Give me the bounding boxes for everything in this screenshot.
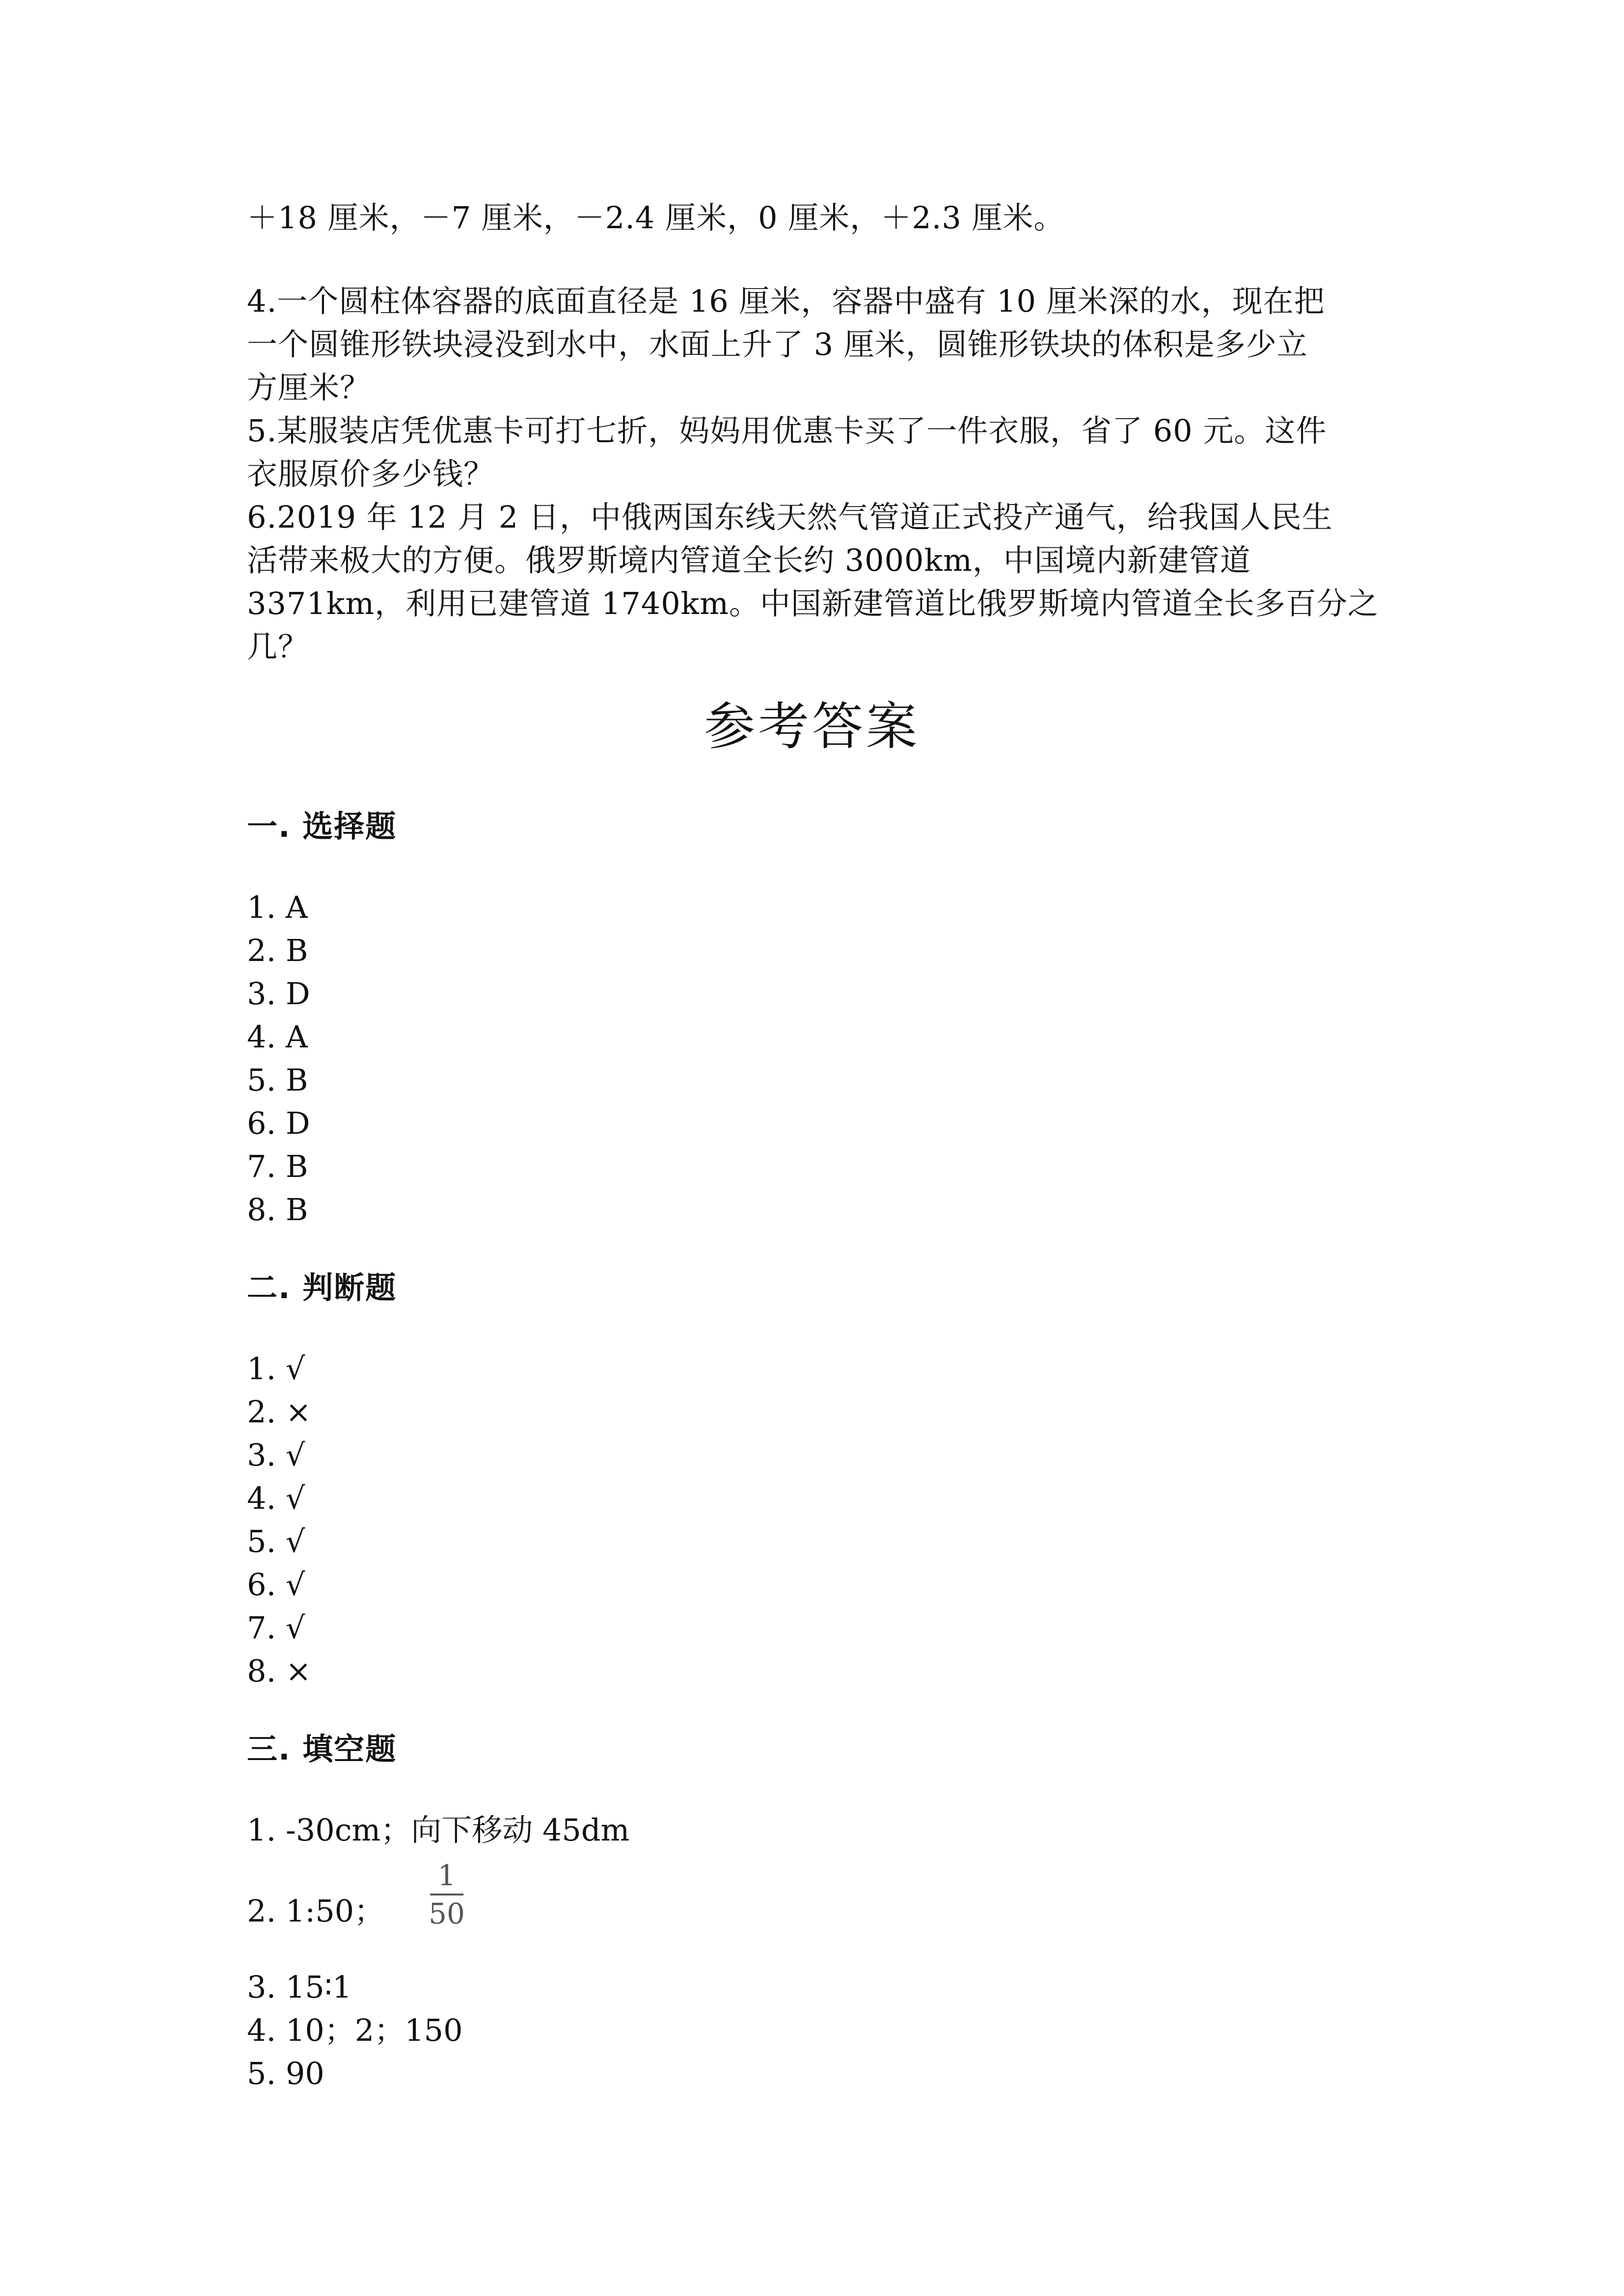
- judgment-answer-8: 8. ×: [247, 1653, 311, 1689]
- section-heading-judgment: 二. 判断题: [247, 1270, 397, 1306]
- judgment-answer-7: 7. √: [247, 1610, 305, 1646]
- section-heading-fill-blank: 三. 填空题: [247, 1731, 397, 1767]
- question-5-line-2: 衣服原价多少钱？: [247, 456, 495, 492]
- judgment-answer-5: 5. √: [247, 1523, 305, 1559]
- question-6-line-3: 3371km，利用已建管道 1740km。中国新建管道比俄罗斯境内管道全长多百分之: [247, 586, 1379, 621]
- question-3-continuation: ＋18 厘米，－7 厘米，－2.4 厘米，0 厘米，＋2.3 厘米。: [247, 200, 1065, 236]
- question-4-line-1: 4.一个圆柱体容器的底面直径是 16 厘米，容器中盛有 10 厘米深的水，现在把: [247, 283, 1325, 319]
- judgment-answer-3: 3. √: [247, 1437, 305, 1473]
- choice-answer-2: 2. B: [247, 933, 308, 968]
- fill-answer-5: 5. 90: [247, 2056, 325, 2091]
- judgment-answer-4: 4. √: [247, 1480, 305, 1516]
- fraction-one-fiftieth: [427, 1859, 466, 1930]
- question-6-line-1: 6.2019 年 12 月 2 日，中俄两国东线天然气管道正式投产通气，给我国人民生: [247, 499, 1333, 535]
- choice-answer-5: 5. B: [247, 1062, 308, 1098]
- fill-answer-1: 1. -30cm；向下移动 45dm: [247, 1812, 630, 1848]
- judgment-answer-1: 1. √: [247, 1351, 305, 1387]
- section-heading-choice: 一. 选择题: [247, 808, 397, 844]
- choice-answer-8: 8. B: [247, 1192, 308, 1228]
- choice-answer-6: 6. D: [247, 1105, 310, 1141]
- answer-key-title: 参考答案: [704, 696, 920, 756]
- question-6-line-4: 几？: [247, 629, 309, 665]
- question-4-line-3: 方厘米？: [247, 370, 371, 405]
- question-6-line-2: 活带来极大的方便。俄罗斯境内管道全长约 3000km，中国境内新建管道: [247, 542, 1251, 578]
- fill-answer-4: 4. 10；2；150: [247, 2012, 463, 2048]
- choice-answer-3: 3. D: [247, 976, 310, 1012]
- judgment-answer-2: 2. ×: [247, 1394, 311, 1430]
- choice-answer-1: 1. A: [247, 889, 308, 925]
- question-5-line-1: 5.某服装店凭优惠卡可打七折，妈妈用优惠卡买了一件衣服，省了 60 元。这件: [247, 413, 1327, 449]
- fraction-numerator: 1: [437, 1859, 456, 1892]
- question-4-line-2: 一个圆锥形铁块浸没到水中，水面上升了 3 厘米，圆锥形铁块的体积是多少立: [247, 326, 1308, 362]
- fill-answer-3: 3. 15∶1: [247, 1969, 352, 2005]
- choice-answer-7: 7. B: [247, 1148, 308, 1184]
- judgment-answer-6: 6. √: [247, 1567, 305, 1602]
- choice-answer-4: 4. A: [247, 1019, 308, 1055]
- fraction-bar: [430, 1894, 463, 1896]
- fill-answer-2: 2. 1:50；: [247, 1893, 385, 1929]
- fraction-denominator: 50: [429, 1897, 465, 1930]
